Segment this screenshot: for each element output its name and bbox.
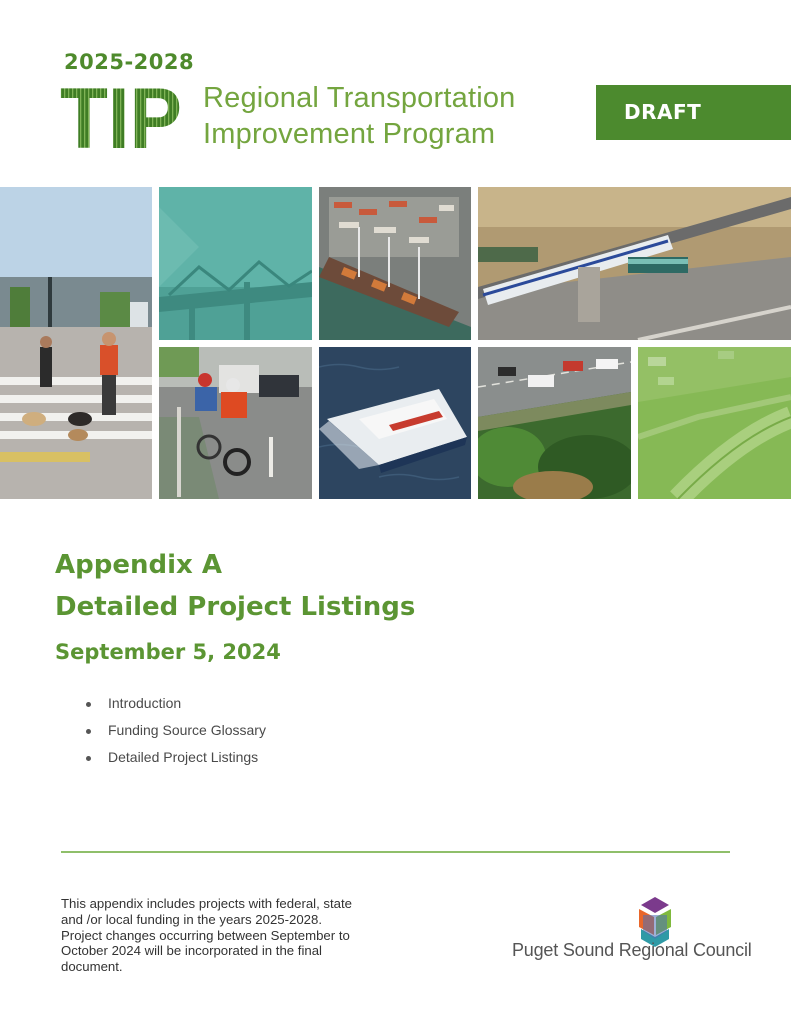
program-title	[203, 80, 516, 152]
note-line: October 2024 will be incorporated in the final	[61, 943, 322, 959]
bridge-teal-photo	[159, 187, 312, 340]
pedestrians-with-dogs-photo	[0, 187, 152, 499]
contents-list	[86, 690, 266, 771]
appendix-title-line2: Detailed Project Listings	[55, 592, 416, 622]
plan-years: 2025-2028	[64, 50, 195, 74]
list-item: Funding Source Glossary	[86, 717, 266, 744]
appendix-title-line1: Appendix A	[55, 550, 222, 580]
highway-traffic-photo	[478, 347, 631, 499]
tip-logo-text: TIP	[60, 78, 182, 154]
program-title-line1: Regional Transportation	[203, 82, 516, 114]
draft-badge: DRAFT	[596, 85, 791, 140]
organization-name: Puget Sound Regional Council	[512, 940, 752, 960]
note-line: document.	[61, 959, 123, 975]
light-rail-train-photo	[478, 187, 791, 340]
appendix-note	[61, 896, 441, 975]
divider	[61, 851, 730, 853]
appendix-title	[55, 544, 415, 628]
ferry-photo	[319, 347, 471, 499]
note-line: Project changes occurring between September to	[61, 927, 350, 943]
cyclists-photo	[159, 347, 312, 499]
publication-date: September 5, 2024	[55, 640, 281, 664]
green-landscape-photo	[638, 347, 791, 499]
list-item: Introduction	[86, 690, 266, 717]
tip-logo	[60, 78, 184, 154]
list-item: Detailed Project Listings	[86, 744, 266, 771]
note-line: and /or local funding in the years 2025-2028.	[61, 911, 323, 927]
program-title-line2: Improvement Program	[203, 118, 496, 150]
note-line: This appendix includes projects with federal, state	[61, 896, 353, 911]
container-port-photo	[319, 187, 471, 340]
